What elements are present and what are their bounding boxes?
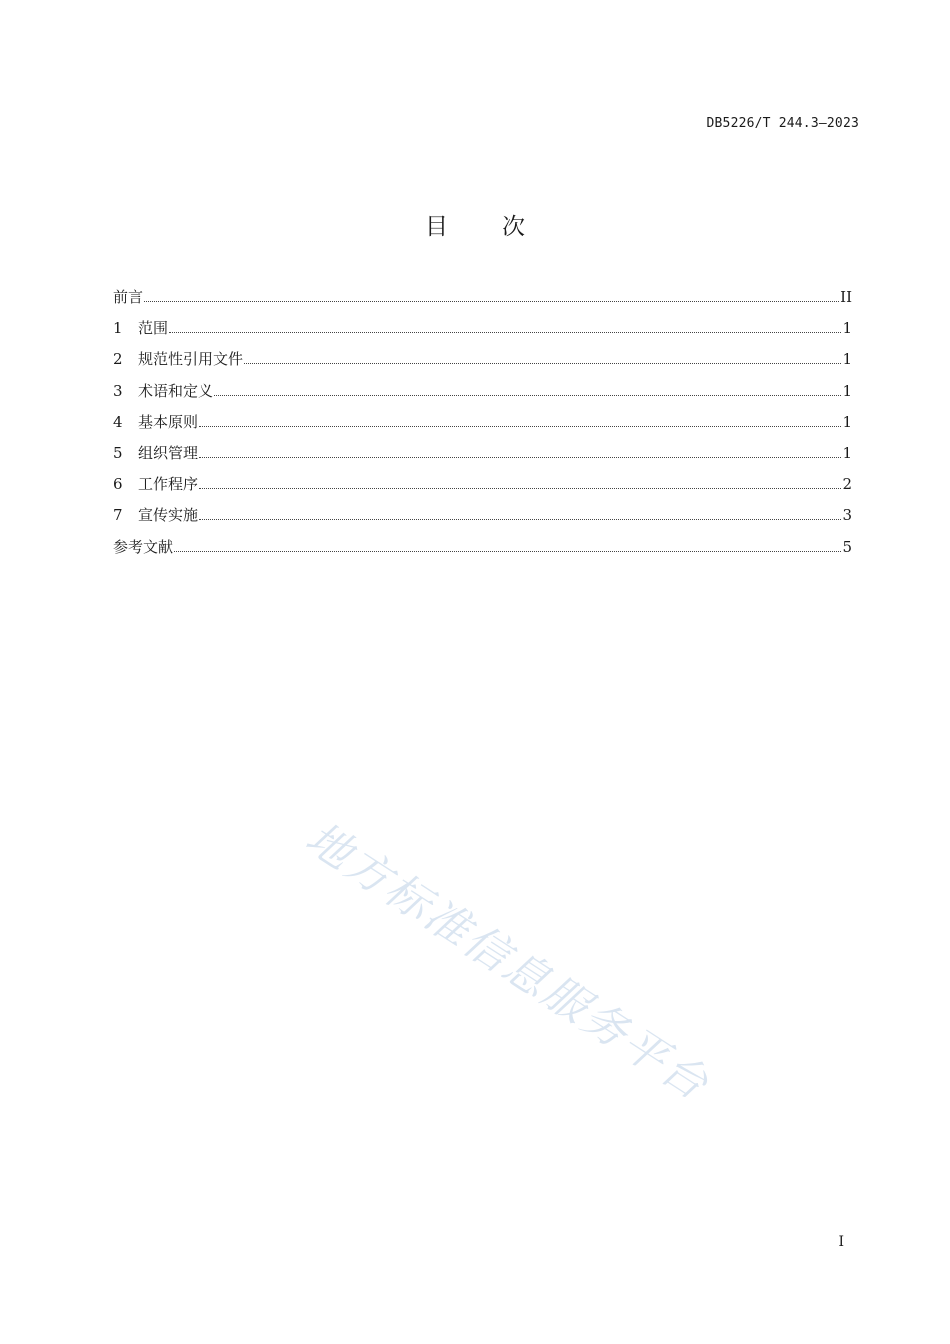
- toc-leader-dots: [199, 425, 841, 427]
- toc-leader-dots: [174, 550, 841, 552]
- toc-entry-number: 4: [113, 412, 123, 431]
- toc-entry-normative-references[interactable]: [113, 349, 852, 380]
- page-number: I: [838, 1234, 844, 1250]
- toc-entry-label: 工作程序: [138, 475, 199, 494]
- toc-entry-page: 2: [842, 475, 852, 494]
- toc-leader-dots: [199, 518, 841, 520]
- toc-entry-basic-principles[interactable]: [113, 412, 852, 443]
- toc-list: [113, 287, 852, 568]
- toc-entry-label: 前言: [113, 288, 144, 306]
- watermark: 地方标准信息服务平台: [296, 812, 719, 1112]
- toc-entry-page: 3: [842, 506, 852, 525]
- toc-entry-number: 7: [113, 506, 123, 525]
- toc-entry-label: 基本原则: [138, 412, 199, 431]
- toc-entry-number: 2: [113, 350, 123, 369]
- toc-entry-scope[interactable]: [113, 318, 852, 349]
- toc-entry-label: 宣传实施: [138, 506, 199, 525]
- toc-entry-number: 5: [113, 443, 123, 462]
- toc-entry-number: 3: [113, 381, 123, 400]
- toc-entry-label: 组织管理: [138, 443, 199, 462]
- toc-entry-publicity-implementation[interactable]: [113, 505, 852, 536]
- toc-title-part2: 次: [502, 214, 525, 240]
- toc-leader-dots: [199, 456, 841, 458]
- toc-title-part1: 目: [425, 214, 448, 240]
- toc-entry-page: 1: [842, 443, 852, 462]
- toc-entry-label: 规范性引用文件: [138, 350, 244, 369]
- document-code: DB5226/T 244.3—2023: [706, 116, 859, 131]
- toc-entry-number: 1: [113, 319, 123, 338]
- toc-entry-foreword[interactable]: [113, 287, 852, 318]
- toc-entry-label: 参考文献: [113, 537, 174, 556]
- toc-leader-dots: [214, 394, 841, 396]
- toc-entry-page: 1: [842, 412, 852, 431]
- toc-entry-organization-management[interactable]: [113, 443, 852, 474]
- toc-leader-dots: [144, 300, 839, 302]
- toc-entry-label: 范围: [138, 319, 169, 338]
- toc-entry-work-procedure[interactable]: [113, 474, 852, 505]
- toc-entry-terms-definitions[interactable]: [113, 381, 852, 412]
- toc-leader-dots: [169, 331, 841, 333]
- toc-leader-dots: [199, 487, 841, 489]
- toc-leader-dots: [244, 362, 841, 364]
- toc-entry-page: 1: [842, 350, 852, 369]
- toc-entry-page: II: [840, 288, 852, 306]
- toc-title: [0, 208, 950, 241]
- toc-entry-page: 1: [842, 381, 852, 400]
- toc-entry-bibliography[interactable]: [113, 537, 852, 568]
- toc-entry-number: 6: [113, 475, 123, 494]
- toc-entry-label: 术语和定义: [138, 381, 214, 400]
- toc-entry-page: 5: [842, 537, 852, 556]
- toc-entry-page: 1: [842, 319, 852, 338]
